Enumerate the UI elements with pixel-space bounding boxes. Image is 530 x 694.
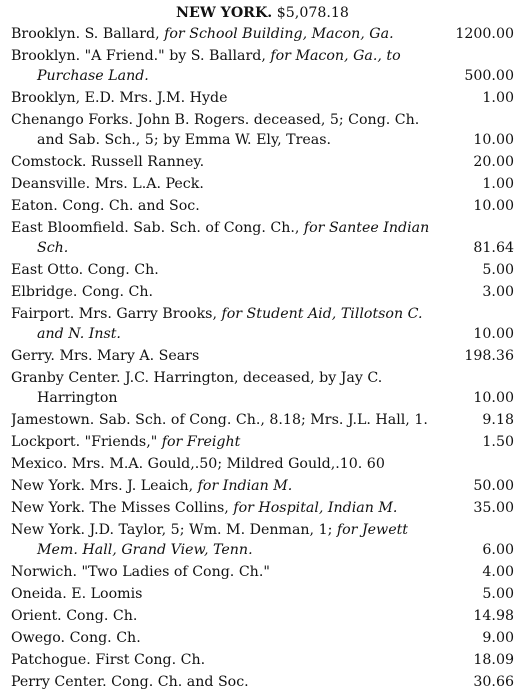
entry-donor: Fairport. Mrs. Garry Brooks, [11,306,222,322]
entry-amount: 10.00 [473,326,514,342]
entry-donor: Elbridge. Cong. Ch. [11,284,154,300]
entry-donor: New York. The Misses Collins, [11,500,234,516]
list-item [11,174,514,196]
entry-text [11,454,454,474]
entry-donor: Norwich. "Two Ladies of Cong. Ch." [11,564,270,580]
entry-purpose: for Student Aid, Tillotson C. and N. Inst. [37,306,423,342]
entry-text [11,606,454,626]
entry-amount: 9.18 [482,412,514,428]
entry-donor: Patchogue. First Cong. Ch. [11,652,206,668]
list-item [11,454,514,476]
entry-text [11,672,454,692]
list-item [11,606,514,628]
list-item [11,88,514,110]
entry-amount: 1.50 [482,434,514,450]
entry-text [11,24,454,44]
entry-text [11,410,454,430]
entry-amount: 30.66 [473,674,514,690]
entry-donor: Owego. Cong. Ch. [11,630,141,646]
entry-text [11,628,454,648]
section-heading [11,4,514,24]
entry-amount: 198.36 [464,348,514,364]
entry-purpose: for Freight [161,434,241,450]
entry-amount: 35.00 [473,500,514,516]
entry-amount: 5.00 [482,262,514,278]
entry-purpose: for Jewett Mem. Hall, Grand View, Tenn. [37,522,409,558]
entry-amount: 50.00 [473,478,514,494]
entry-amount: 1.00 [482,176,514,192]
entry-text [11,304,454,344]
entry-donor: Lockport. "Friends," [11,434,162,450]
entry-text [11,174,454,194]
entry-amount: 10.00 [473,198,514,214]
entry-donor: Perry Center. Cong. Ch. and Soc. [11,674,249,690]
entry-amount: 1200.00 [455,26,514,42]
entry-text [11,196,454,216]
entry-donor: Brooklyn. S. Ballard, [11,26,165,42]
list-item [11,46,514,88]
entry-text [11,584,454,604]
entry-purpose: for Santee Indian Sch. [37,220,430,256]
list-item [11,650,514,672]
entry-amount: 20.00 [473,154,514,170]
entry-amount: 500.00 [464,68,514,84]
entry-donor: East Otto. Cong. Ch. [11,262,159,278]
entry-text [11,218,454,258]
entry-amount: 5.00 [482,586,514,602]
entry-text [11,152,454,172]
receipts-list [11,24,514,694]
entry-text [11,346,454,366]
entry-amount: 10.00 [473,390,514,406]
list-item [11,196,514,218]
entry-donor: Orient. Cong. Ch. [11,608,138,624]
entry-amount: 9.00 [482,630,514,646]
entry-text [11,282,454,302]
list-item [11,304,514,346]
list-item [11,628,514,650]
entry-donor: East Bloomfield. Sab. Sch. of Cong. Ch., [11,220,304,236]
entry-purpose: for Macon, Ga., to Purchase Land. [37,48,401,84]
entry-donor: Eaton. Cong. Ch. and Soc. [11,198,200,214]
list-item [11,260,514,282]
entry-text [11,562,454,582]
entry-text [11,520,454,560]
entry-donor: Oneida. E. Loomis [11,586,143,602]
entry-donor: Brooklyn. "A Friend." by S. Ballard, [11,48,271,64]
list-item [11,218,514,260]
list-item [11,562,514,584]
entry-amount: 1.00 [482,90,514,106]
state-total: $5,078.18 [276,5,349,21]
entry-text [11,110,454,150]
entry-amount: 18.09 [473,652,514,668]
entry-text [11,650,454,670]
entry-amount: 81.64 [473,240,514,256]
entry-donor: Comstock. Russell Ranney. [11,154,205,170]
state-name: NEW YORK. [176,5,273,21]
entry-purpose: for Indian M. [197,478,293,494]
entry-purpose: for Hospital, Indian M. [233,500,398,516]
entry-text [11,498,454,518]
entry-amount: 10.00 [473,132,514,148]
entry-text [11,88,454,108]
list-item [11,346,514,368]
entry-amount: 6.00 [482,542,514,558]
entry-donor: Granby Center. J.C. Harrington, deceased, by Jay C. Harrington [11,370,383,406]
list-item [11,152,514,174]
entry-donor: New York. J.D. Taylor, 5; Wm. M. Denman, 1; [11,522,337,538]
entry-donor: New York. Mrs. J. Leaich, [11,478,198,494]
entry-amount: 3.00 [482,284,514,300]
list-item [11,110,514,152]
entry-donor: Chenango Forks. John B. Rogers. deceased, 5; Cong. Ch. and Sab. Sch., 5; by Emma W. Ely, Treas. [11,112,420,148]
entry-amount: 14.98 [473,608,514,624]
entry-text [11,46,454,86]
list-item [11,476,514,498]
entry-donor: Jamestown. Sab. Sch. of Cong. Ch., 8.18; Mrs. J.L. Hall, 1. [11,412,428,428]
list-item [11,410,514,432]
entry-donor: Deansville. Mrs. L.A. Peck. [11,176,204,192]
entry-text [11,260,454,280]
entry-purpose: for School Building, Macon, Ga. [164,26,394,42]
list-item [11,584,514,606]
list-item [11,520,514,562]
entry-text [11,476,454,496]
list-item [11,368,514,410]
entry-donor: Mexico. Mrs. M.A. Gould,.50; Mildred Gould,.10. 60 [11,456,385,472]
list-item [11,282,514,304]
entry-text [11,432,454,452]
list-item [11,432,514,454]
entry-donor: Brooklyn, E.D. Mrs. J.M. Hyde [11,90,228,106]
list-item [11,672,514,694]
entry-donor: Gerry. Mrs. Mary A. Sears [11,348,200,364]
list-item [11,498,514,520]
entry-amount: 4.00 [482,564,514,580]
entry-text [11,368,454,408]
list-item [11,24,514,46]
